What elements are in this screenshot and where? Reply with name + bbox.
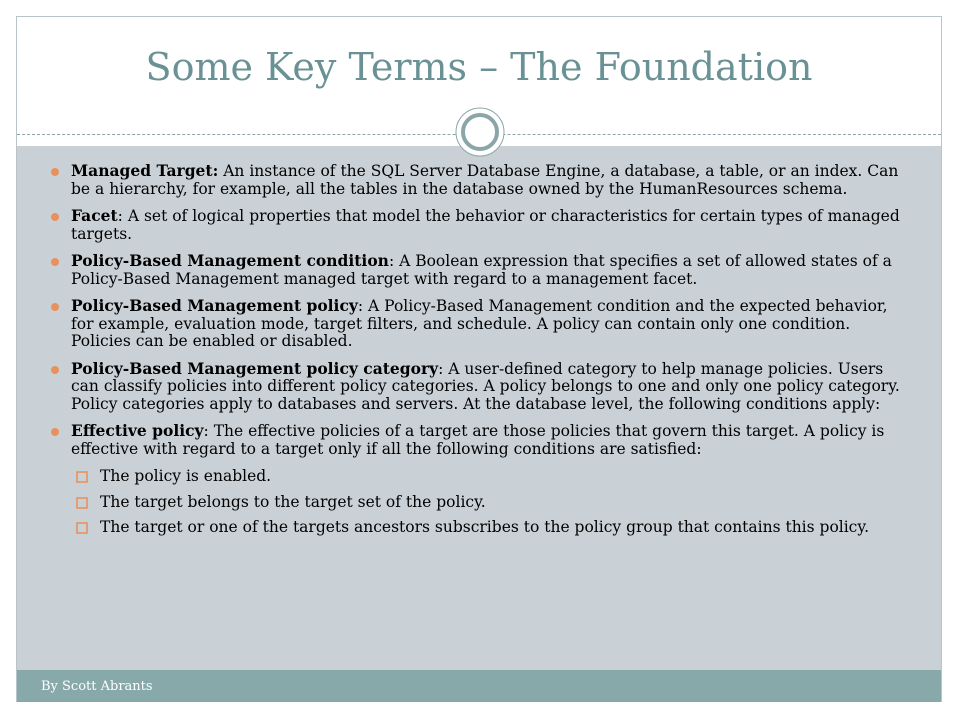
square-bullet-icon (74, 520, 90, 536)
round-bullet-icon (51, 366, 59, 374)
term-label: Policy-Based Management condition (71, 251, 389, 270)
bullet-pbm-policy (48, 297, 900, 351)
sub-bullet-text: The target belongs to the target set of the policy. (100, 492, 486, 511)
term-label: Effective policy (71, 421, 204, 440)
term-definition: An instance of the SQL Server Database Engine, a database, a table, or an index. Can be a hierarchy, for example, all the tables in the database owned by the HumanResources schema. (71, 162, 899, 198)
bullet-facet (48, 207, 900, 243)
term-definition: : A Policy-Based Management condition and the expected behavior, for example, evaluation mode, target filters, and schedule. A policy can contain only one condition. Policies can be enabled or disabled. (71, 297, 888, 350)
term-definition: : A set of logical properties that model the behavior or characteristics for certain types of managed targets. (71, 207, 900, 243)
term-definition: : A user-defined category to help manage policies. Users can classify policies into different policy categories. A policy belongs to one and only one policy category. Policy categories apply to databases and servers. At the database level, the following conditions apply: (71, 359, 900, 413)
bullet-list (48, 162, 900, 546)
footer-bar (17, 670, 941, 702)
term-label: Policy-Based Management policy category (71, 358, 439, 378)
sub-bullet-item (71, 468, 900, 486)
bullet-pbm-condition (48, 252, 900, 288)
sub-bullet-item (71, 519, 900, 537)
sub-bullet-text: The policy is enabled. (100, 467, 272, 485)
term-label: Policy-Based Management policy (71, 296, 358, 315)
slide-title: Some Key Terms – The Foundation (145, 45, 813, 89)
square-bullet-icon (74, 469, 90, 485)
bullet-managed-target (48, 162, 900, 198)
double-ring-icon (455, 107, 505, 157)
term-label: Facet (71, 206, 118, 225)
round-bullet-icon (51, 258, 59, 266)
sub-bullet-item (71, 494, 900, 512)
term-label: Managed Target: (71, 161, 219, 180)
round-bullet-icon (51, 428, 59, 436)
round-bullet-icon (51, 213, 59, 221)
round-bullet-icon (51, 303, 59, 311)
sub-bullet-text: The target or one of the targets ancestors subscribes to the policy group that contains this policy. (100, 518, 869, 536)
bullet-pbm-policy-category (48, 360, 900, 414)
sub-bullet-list (71, 468, 900, 537)
bullet-effective-policy (48, 422, 900, 537)
term-definition: : A Boolean expression that specifies a set of allowed states of a Policy-Based Management managed target with regard to a management facet. (71, 252, 892, 288)
term-definition: : The effective policies of a target are those policies that govern this target. A policy is effective with regard to a target only if all the following conditions are satisfied: (71, 422, 885, 458)
square-bullet-icon (74, 495, 90, 511)
round-bullet-icon (51, 168, 59, 176)
footer-author: By Scott Abrants (41, 679, 153, 694)
